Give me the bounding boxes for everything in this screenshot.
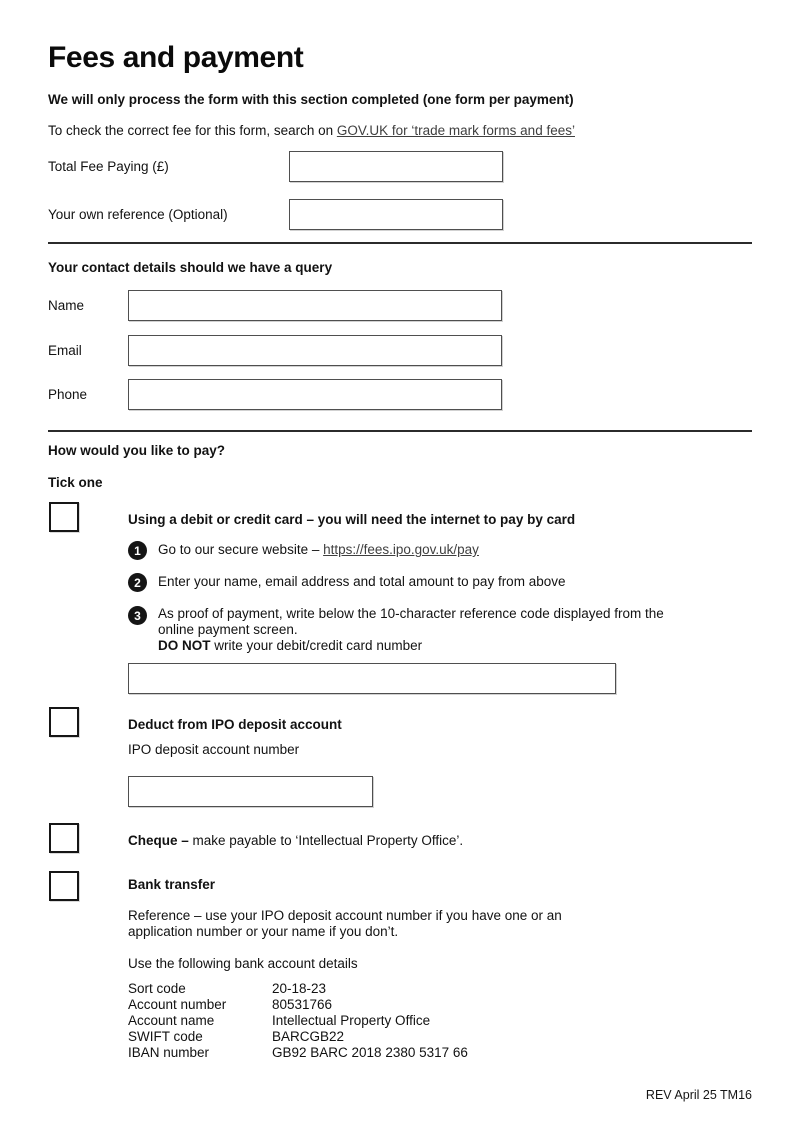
page-title: Fees and payment — [48, 41, 304, 74]
account-name-value: Intellectual Property Office — [272, 1013, 431, 1028]
name-input[interactable] — [128, 290, 502, 321]
fee-check-text: To check the correct fee for this form, search on — [48, 123, 337, 138]
card-step-3 — [128, 606, 752, 654]
card-option-content — [128, 502, 752, 694]
bank-transfer-checkbox[interactable] — [49, 871, 79, 901]
table-row — [128, 997, 752, 1013]
payment-heading: How would you like to pay? — [48, 443, 226, 458]
bank-reference-note-line1: Reference – use your IPO deposit account number if you have one or an — [128, 908, 562, 923]
form-revision-footer: REV April 25 TM16 — [645, 1088, 752, 1102]
own-reference-label: Your own reference (Optional) — [48, 206, 228, 222]
card-step-3-line3-rest: write your debit/credit card number — [210, 638, 423, 653]
swift-code-label: SWIFT code — [128, 1029, 203, 1044]
card-step-1 — [128, 541, 752, 560]
email-input[interactable] — [128, 335, 502, 366]
card-step-3-text — [158, 606, 664, 654]
deposit-checkbox[interactable] — [49, 707, 79, 737]
account-number-label: Account number — [128, 997, 227, 1012]
card-step-2-text: Enter your name, email address and total amount to pay from above — [158, 574, 566, 589]
phone-label: Phone — [48, 386, 88, 402]
card-step-1-text — [158, 541, 479, 559]
table-row — [128, 981, 752, 997]
own-reference-row — [48, 199, 752, 230]
contact-heading: Your contact details should we have a query — [48, 260, 333, 275]
section-divider — [48, 242, 752, 244]
deposit-option-label: Deduct from IPO deposit account — [128, 717, 342, 732]
section-divider — [48, 430, 752, 432]
do-not-emphasis: DO NOT — [158, 638, 211, 653]
cheque-bold: Cheque – — [128, 833, 189, 848]
card-step-1-prefix: Go to our secure website – — [158, 542, 324, 557]
own-reference-input[interactable] — [289, 199, 503, 230]
bank-reference-note-line2: application number or your name if you don’t. — [128, 924, 399, 939]
sort-code-value: 20-18-23 — [272, 981, 327, 996]
account-number-value: 80531766 — [272, 997, 333, 1012]
step-1-badge-icon: 1 — [128, 541, 147, 560]
total-fee-input[interactable] — [289, 151, 503, 182]
card-option-label: Using a debit or credit card – you will need the internet to pay by card — [128, 512, 576, 527]
table-row — [128, 1029, 752, 1045]
swift-code-value: BARCGB22 — [272, 1029, 345, 1044]
email-label: Email — [48, 342, 82, 358]
fee-check-line — [48, 122, 752, 140]
step-3-badge-icon: 3 — [128, 606, 147, 625]
table-row — [128, 1013, 752, 1029]
bank-reference-note — [128, 908, 752, 940]
bank-transfer-option — [48, 871, 752, 1061]
payment-reference-input[interactable] — [128, 663, 616, 694]
cheque-option-label — [128, 832, 752, 850]
cheque-checkbox[interactable] — [49, 823, 79, 853]
card-step-2 — [128, 573, 752, 592]
iban-number-label: IBAN number — [128, 1045, 210, 1060]
step-2-badge-icon: 2 — [128, 573, 147, 592]
card-step-3-line1: As proof of payment, write below the 10-character reference code displayed from the — [158, 606, 664, 621]
pay-url-link[interactable]: https://fees.ipo.gov.uk/pay — [323, 542, 479, 557]
deposit-number-label: IPO deposit account number — [128, 742, 300, 757]
cheque-rest: make payable to ‘Intellectual Property Office’. — [188, 833, 464, 848]
cheque-option-content — [128, 823, 752, 853]
deposit-number-input[interactable] — [128, 776, 373, 807]
fee-check-link[interactable]: GOV.UK for ‘trade mark forms and fees’ — [336, 123, 575, 138]
deposit-option-content — [128, 707, 752, 807]
bank-transfer-content — [128, 871, 752, 1061]
card-step-3-line2: online payment screen. — [158, 622, 298, 637]
name-row — [48, 290, 752, 321]
intro-note: We will only process the form with this section completed (one form per payment) — [48, 92, 574, 107]
card-checkbox[interactable] — [49, 502, 79, 532]
deposit-option — [48, 707, 752, 807]
cheque-option — [48, 823, 752, 853]
sort-code-label: Sort code — [128, 981, 186, 996]
card-option — [48, 502, 752, 694]
card-step-3-line3 — [158, 638, 664, 654]
total-fee-label: Total Fee Paying (£) — [48, 158, 169, 174]
account-name-label: Account name — [128, 1013, 215, 1028]
total-fee-row — [48, 151, 752, 182]
phone-row — [48, 379, 752, 410]
name-label: Name — [48, 297, 85, 313]
iban-number-value: GB92 BARC 2018 2380 5317 66 — [272, 1045, 468, 1060]
email-row — [48, 335, 752, 366]
bank-details-table — [128, 981, 752, 1061]
phone-input[interactable] — [128, 379, 502, 410]
bank-transfer-label: Bank transfer — [128, 877, 216, 892]
bank-use-details-label: Use the following bank account details — [128, 956, 358, 971]
table-row — [128, 1045, 752, 1061]
tick-one-label: Tick one — [48, 475, 103, 490]
